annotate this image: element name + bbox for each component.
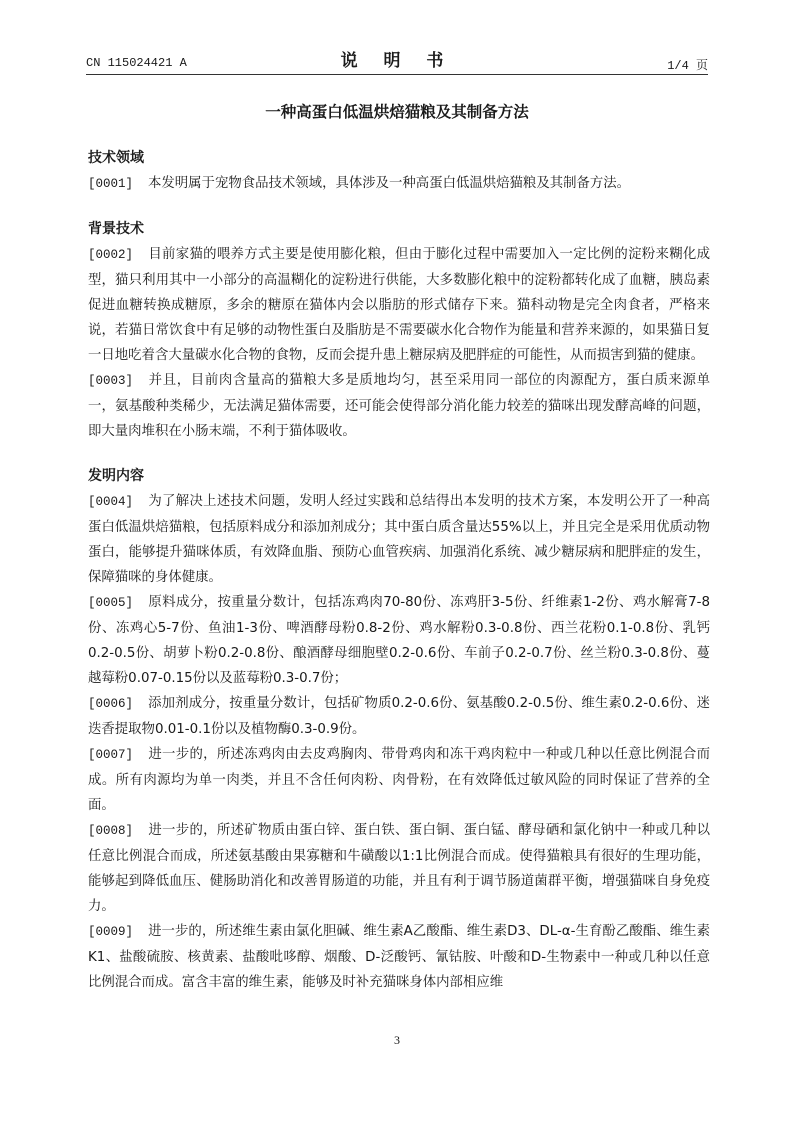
section-heading: 技术领域 — [88, 150, 144, 166]
paragraph — [88, 368, 710, 444]
paragraph-number: [0006] — [88, 697, 134, 711]
paragraph — [88, 590, 710, 691]
paragraph-number: [0001] — [88, 177, 134, 191]
section-background — [88, 217, 710, 444]
paragraph — [88, 818, 710, 919]
document-body — [88, 146, 710, 995]
paragraph-number: [0009] — [88, 925, 134, 939]
section-summary — [88, 464, 710, 995]
paragraph-text: 并且，目前肉含量高的猫粮大多是质地均匀，甚至采用同一部位的肉源配方，蛋白质来源单一，氨基酸种类稀少，无法满足猫体需要，还可能会使得部分消化能力较差的猫咪出现发酵高峰的问题，即大量肉堆积在小肠末端，不利于猫体吸收。 — [88, 373, 710, 439]
page-number: 3 — [394, 1033, 400, 1047]
paragraph-text: 目前家猫的喂养方式主要是使用膨化粮，但由于膨化过程中需要加入一定比例的淀粉来糊化成型，猫只利用其中一小部分的高温糊化的淀粉进行供能，大多数膨化粮中的淀粉都转化成了血糖，胰岛素促进血糖转换成糖原，多余的糖原在猫体内会以脂肪的形式储存下来。猫科动物是完全肉食者，严格来说，若猫日常饮食中有足够的动物性蛋白及脂肪是不需要碳水化合物作为能量和营养来源的，如果猫日复一日地吃着含大量碳水化合物的食物，反而会提升患上糖尿病及肥胖症的可能性，从而损害到猫的健康。 — [88, 247, 710, 363]
paragraph-text: 为了解决上述技术问题，发明人经过实践和总结得出本发明的技术方案，本发明公开了一种高蛋白低温烘焙猫粮，包括原料成分和添加剂成分；其中蛋白质含量达55%以上，并且完全是采用优质动物蛋白，能够提升猫咪体质，有效降血脂、预防心血管疾病、加强消化系统、减少糖尿病和肥胖症的发生，保障猫咪的身体健康。 — [88, 494, 710, 585]
section-technical-field — [88, 146, 710, 197]
paragraph-text: 进一步的，所述维生素由氯化胆碱、维生素A乙酸酯、维生素D3、DL-α-生育酚乙酸酯、维生素K1、盐酸硫胺、核黄素、盐酸吡哆醇、烟酸、D-泛酸钙、氰钴胺、叶酸和D-生物素中一种或几种以任意比例混合而成。富含丰富的维生素，能够及时补充猫咪身体内部相应维 — [88, 924, 710, 990]
paragraph-text: 原料成分，按重量分数计，包括冻鸡肉70-80份、冻鸡肝3-5份、纤维素1-2份、鸡水解膏7-8份、冻鸡心5-7份、鱼油1-3份、啤酒酵母粉0.8-2份、鸡水解粉0.3-0.8份、西兰花粉0.1-0.8份、乳钙0.2-0.5份、胡萝卜粉0.2-0.8份、酿酒酵母细胞壁0.2-0.6份、车前子0.2-0.7份、丝兰粉0.3-0.8份、蔓越莓粉0.07-0.15份以及蓝莓粉0.3-0.7份； — [88, 595, 710, 686]
paragraph-number: [0003] — [88, 374, 134, 388]
paragraph-number: [0008] — [88, 824, 134, 838]
header-divider — [86, 74, 708, 75]
section-heading: 背景技术 — [88, 221, 144, 237]
document-type: 说 明 书 — [340, 51, 454, 71]
paragraph-number: [0004] — [88, 495, 134, 509]
paragraph — [88, 742, 710, 818]
paragraph-number: [0007] — [88, 748, 134, 762]
publication-number: CN 115024421 A — [86, 56, 187, 70]
page-info: 1/4 页 — [667, 59, 708, 73]
paragraph — [88, 242, 710, 368]
page-header — [86, 44, 708, 74]
paragraph-number: [0005] — [88, 596, 134, 610]
paragraph — [88, 691, 710, 742]
paragraph-text: 进一步的，所述冻鸡肉由去皮鸡胸肉、带骨鸡肉和冻干鸡肉粒中一种或几种以任意比例混合而成。所有肉源均为单一肉类，并且不含任何肉粉、肉骨粉，在有效降低过敏风险的同时保证了营养的全面。 — [88, 747, 710, 813]
paragraph-text: 添加剂成分，按重量分数计，包括矿物质0.2-0.6份、氨基酸0.2-0.5份、维生素0.2-0.6份、迷迭香提取物0.01-0.1份以及植物酶0.3-0.9份。 — [88, 696, 710, 737]
section-heading: 发明内容 — [88, 468, 144, 484]
paragraph — [88, 171, 710, 197]
paragraph-text: 进一步的，所述矿物质由蛋白锌、蛋白铁、蛋白铜、蛋白锰、酵母硒和氯化钠中一种或几种以任意比例混合而成，所述氨基酸由果寡糖和牛磺酸以1:1比例混合而成。使得猫粮具有很好的生理功能，能够起到降低血压、健肠助消化和改善胃肠道的功能，并且有利于调节肠道菌群平衡，增强猫咪自身免疫力。 — [88, 823, 710, 914]
paragraph — [88, 489, 710, 590]
document-title: 一种高蛋白低温烘焙猫粮及其制备方法 — [265, 103, 529, 121]
paragraph-text: 本发明属于宠物食品技术领域，具体涉及一种高蛋白低温烘焙猫粮及其制备方法。 — [148, 176, 631, 191]
paragraph-number: [0002] — [88, 248, 134, 262]
paragraph — [88, 919, 710, 995]
